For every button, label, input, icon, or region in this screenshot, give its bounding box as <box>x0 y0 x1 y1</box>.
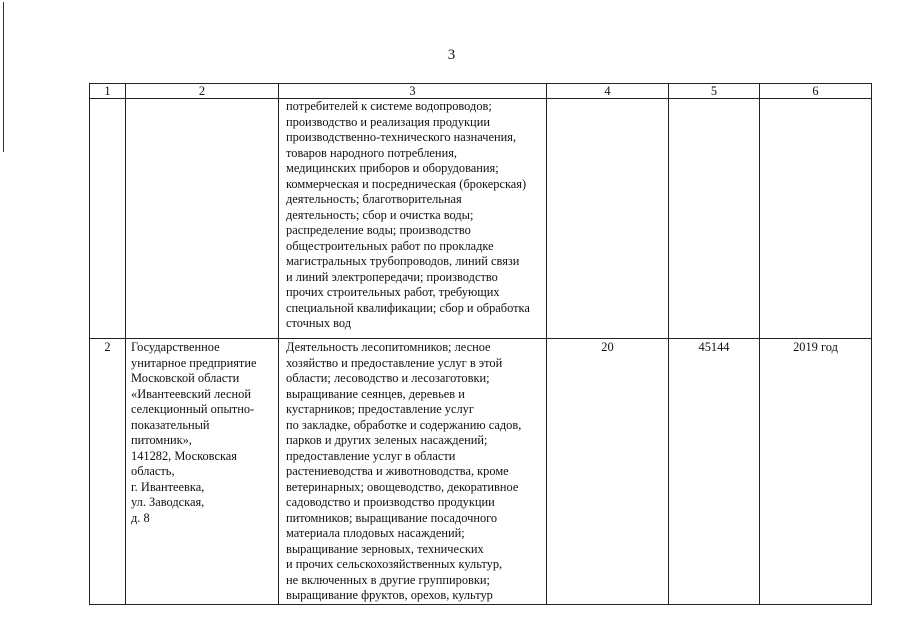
page-number: 3 <box>447 47 456 63</box>
row-number-cell <box>90 99 126 339</box>
organization-text: Государственное унитарное предприятие Московской области «Ивантеевский лесной селекционный опытно- показательный питомник», 141282, Московская область, г. Ивантеевка, ул. Заводская, д. 8 <box>131 340 257 525</box>
column-header-3: 3 <box>279 84 547 99</box>
column-4-value <box>547 99 668 100</box>
organization-cell <box>126 99 279 339</box>
column-4-cell <box>547 99 669 339</box>
column-header-4: 4 <box>547 84 669 99</box>
table-header-row <box>90 84 872 99</box>
column-header-1: 1 <box>90 84 126 99</box>
organization-cell <box>126 339 279 605</box>
column-4-cell <box>547 339 669 605</box>
column-5-cell <box>669 339 760 605</box>
row-number: 2 <box>104 340 111 354</box>
activities-cell <box>279 99 547 339</box>
activities-text: потребителей к системе водопроводов; производство и реализация продукции производственно-технического назначения, товаров народного потребления, медицинских приборов и оборудования; коммерческая и посредническая (брокерская) деятельность; благотворительная деятельность; сбор и очистка воды; распределение воды; производство общестроительных работ по прокладке магистральных трубопроводов, линий связи и линий электропередачи; производство прочих строительных работ, требующих специальной квалификации; сбор и обработка сточных вод <box>286 99 530 330</box>
column-header-6: 6 <box>760 84 872 99</box>
column-5-value: 45144 <box>698 340 730 354</box>
row-number <box>90 99 125 100</box>
column-header-5: 5 <box>669 84 760 99</box>
table-row <box>90 339 872 605</box>
column-6-value: 2019 год <box>793 340 838 354</box>
table-row <box>90 99 872 339</box>
scan-edge-line <box>3 2 4 152</box>
activities-text: Деятельность лесопитомников; лесное хозяйство и предоставление услуг в этой области; лесоводство и лесозаготовки; выращивание сеянцев, деревьев и кустарников; предоставление услуг по закладке, обработке и содержанию садов, парков и других зеленых насаждений; предоставление услуг в области растениеводства и животноводства, кроме ветеринарных; овощеводство, декоративное садоводство и производство продукции питомников; выращивание посадочного материала плодовых насаждений; выращивание зерновых, технических и прочих сельскохозяйственных культур, не включенных в другие группировки; выращивание фруктов, орехов, культур <box>286 340 522 602</box>
organization-text <box>126 99 278 100</box>
activities-cell <box>279 339 547 605</box>
column-4-value: 20 <box>601 340 614 354</box>
column-6-value <box>760 99 871 100</box>
column-6-cell <box>760 339 872 605</box>
column-header-2: 2 <box>126 84 279 99</box>
column-6-cell <box>760 99 872 339</box>
row-number-cell <box>90 339 126 605</box>
registry-table <box>89 83 872 605</box>
column-5-value <box>669 99 759 100</box>
column-5-cell <box>669 99 760 339</box>
